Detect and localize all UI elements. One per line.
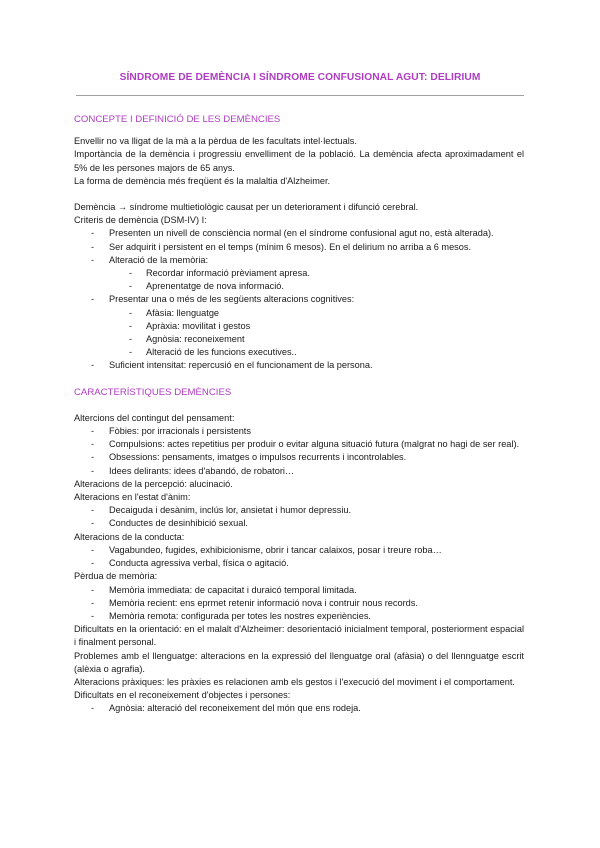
memory-title: Pèrdua de memòria:: [74, 571, 158, 582]
list-item: - Conductes de desinhibició sexual.: [74, 517, 524, 530]
list-item: - Memòria recient: ens eprmet retenir informació nova i contruir nous records.: [74, 597, 524, 610]
document-title: SÍNDROME DE DEMÈNCIA I SÍNDROME CONFUSIONAL AGUT: DELIRIUM: [119, 72, 481, 83]
language-text: Problemes amb el llenguatge: alteracions en la expressió del llenguatge oral (afàsia) o del llennguatge escrit (alèxia o agrafia).: [74, 650, 524, 674]
recognition-list: [74, 702, 524, 715]
sub-list-item: - Afàsia: llenguatge: [74, 307, 524, 320]
behaviour-list: [74, 544, 524, 570]
list-item: - Agnòsia: alteració del reconeixement del món que ens rodeja.: [74, 702, 524, 715]
thought-list: [74, 425, 524, 478]
behaviour-title: Alteracions de la conducta:: [74, 531, 185, 542]
criteria-list: [74, 227, 524, 372]
criteria-title: Criteris de demència (DSM-IV) I:: [74, 215, 207, 226]
list-item: - Vagabundeo, fugides, exhibicionisme, obrir i tancar calaixos, posar i treure roba…: [74, 544, 524, 557]
list-item: - Fòbies: por irracionals i persistents: [74, 425, 524, 438]
list-item: - Obsessions: pensaments, imatges o impulsos recurrents i incontrolables.: [74, 451, 524, 464]
paragraph: Envellir no va lligat de la mà a la pèrdua de les facultats intel·lectuals.: [74, 136, 357, 147]
list-item: - Conducta agressiva verbal, física o agitació.: [74, 557, 524, 570]
mood-title: Alteracions en l'estat d'ànim:: [74, 492, 191, 503]
sub-list-item: - Recordar informació prèviament apresa.: [74, 267, 524, 280]
list-item: - Ser adquirit i persistent en el temps (mínim 6 mesos). En el delirium no arriba a 6 mesos.: [74, 241, 524, 254]
list-item: - Compulsions: actes repetitius per produir o evitar alguna situació futura (malgrat no hagi de ser real).: [74, 438, 524, 451]
sub-list-item: - Apràxia: movilitat i gestos: [74, 320, 524, 333]
list-item: - Idees delirants: idees d'abandó, de robatori…: [74, 465, 524, 478]
list-item: - Memòria immediata: de capacitat i duraicó temporal limitada.: [74, 584, 524, 597]
praxis-text: Alteracions pràxiques: les pràxies es relacionen amb els gestos i l'execució del moviment i el comportament.: [74, 676, 515, 687]
document-body: [74, 113, 524, 716]
perception-text: Alteracions de la percepció: alucinació.: [74, 478, 233, 489]
title-divider: [76, 95, 524, 96]
list-item: - Memòria remota: configurada per totes les nostres experiències.: [74, 610, 524, 623]
definition-text: Demència → síndrome multietiològic causat per un deteriorament i difunció cerebral.: [74, 202, 419, 213]
mood-list: [74, 504, 524, 530]
sub-list-item: - Agnòsia: reconeixement: [74, 333, 524, 346]
memory-list: [74, 584, 524, 624]
paragraph: Importància de la demència i progressiu envelliment de la població. La demència afecta aproximadament el 5% de les persones majors de 65 anys.: [74, 149, 524, 173]
list-item: - Alteració de la memòria:: [74, 254, 524, 267]
section-heading-concept: CONCEPTE I DEFINICIÓ DE LES DEMÈNCIES: [74, 114, 281, 125]
paragraph: La forma de demència més freqüent és la malaltia d'Alzheimer.: [74, 175, 331, 186]
list-item: - Suficient intensitat: repercusió en el funcionament de la persona.: [74, 359, 524, 372]
sub-list-item: - Alteració de les funcions executives..: [74, 346, 524, 359]
orientation-text: Dificultats en la orientació: en el malalt d'Alzheimer: desorientació inicialment temporal, posteriorment espacial i finalment personal.: [74, 624, 524, 648]
section-heading-characteristics: CARACTERÍSTIQUES DEMÈNCIES: [74, 386, 232, 398]
sub-list-item: - Aprenentatge de nova informació.: [74, 280, 524, 293]
list-item: - Presenten un nivell de consciència normal (en el síndrome confusional agut no, està alterada).: [74, 227, 524, 240]
thought-title: Altercions del contingut del pensament:: [74, 412, 235, 423]
list-item: - Presentar una o més de les següents alteracions cognitives:: [74, 293, 524, 306]
recognition-title: Dificultats en el reconeixement d'objectes i persones:: [74, 690, 291, 701]
list-item: - Decaiguda i desànim, inclús lor, ansietat i humor depressiu.: [74, 504, 524, 517]
